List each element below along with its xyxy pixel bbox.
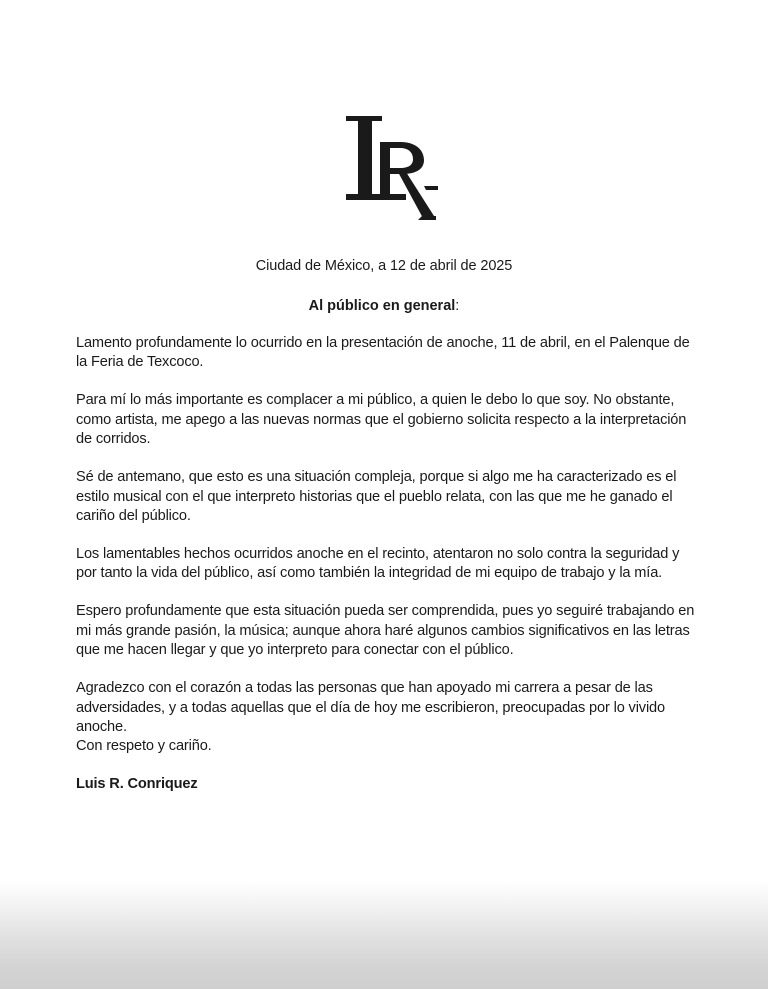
letter-body: [76, 334, 702, 813]
lr-monogram-icon: [340, 112, 440, 224]
salutation-text: Al público en general: [308, 298, 456, 314]
date-line: Ciudad de México, a 12 de abril de 2025: [255, 258, 513, 274]
salutation: [0, 298, 768, 314]
paragraph-2: Para mí lo más importante es complacer a mi público, a quien le debo lo que soy. No obstante, como artista, me apego a las nuevas normas que el gobierno solicita respecto a la interpretación de corridos.: [76, 392, 687, 448]
paragraph-1: Lamento profundamente lo ocurrido en la presentación de anoche, 11 de abril, en el Palenque de la Feria de Texcoco.: [76, 335, 690, 371]
paragraph-5: Espero profundamente que esta situación pueda ser comprendida, pues yo seguiré trabajando en mi más grande pasión, la música; aunque ahora haré algunos cambios significativos en las letras que me hacen llegar y que yo interpreto para conectar con el público.: [76, 603, 695, 659]
paragraph-3: Sé de antemano, que esto es una situación compleja, porque si algo me ha caracterizado es el estilo musical con el que interpreto historias que el pueblo relata, con las que me he ganado el cariño del público.: [76, 469, 677, 525]
signature: Luis R. Conriquez: [76, 776, 198, 793]
lr-monogram-logo: [340, 112, 440, 224]
salutation-colon: :: [455, 298, 460, 314]
paragraph-6: Agradezco con el corazón a todas las personas que han apoyado mi carrera a pesar de las adversidades, y a todas aquellas que el día de hoy me escribieron, preocupadas por lo vivido anoche.: [76, 680, 665, 736]
closing-line: Con respeto y cariño.: [76, 738, 212, 755]
paragraph-4: Los lamentables hechos ocurridos anoche en el recinto, atentaron no solo contra la seguridad y por tanto la vida del público, así como también la integridad de mi equipo de trabajo y la mía.: [76, 546, 680, 582]
